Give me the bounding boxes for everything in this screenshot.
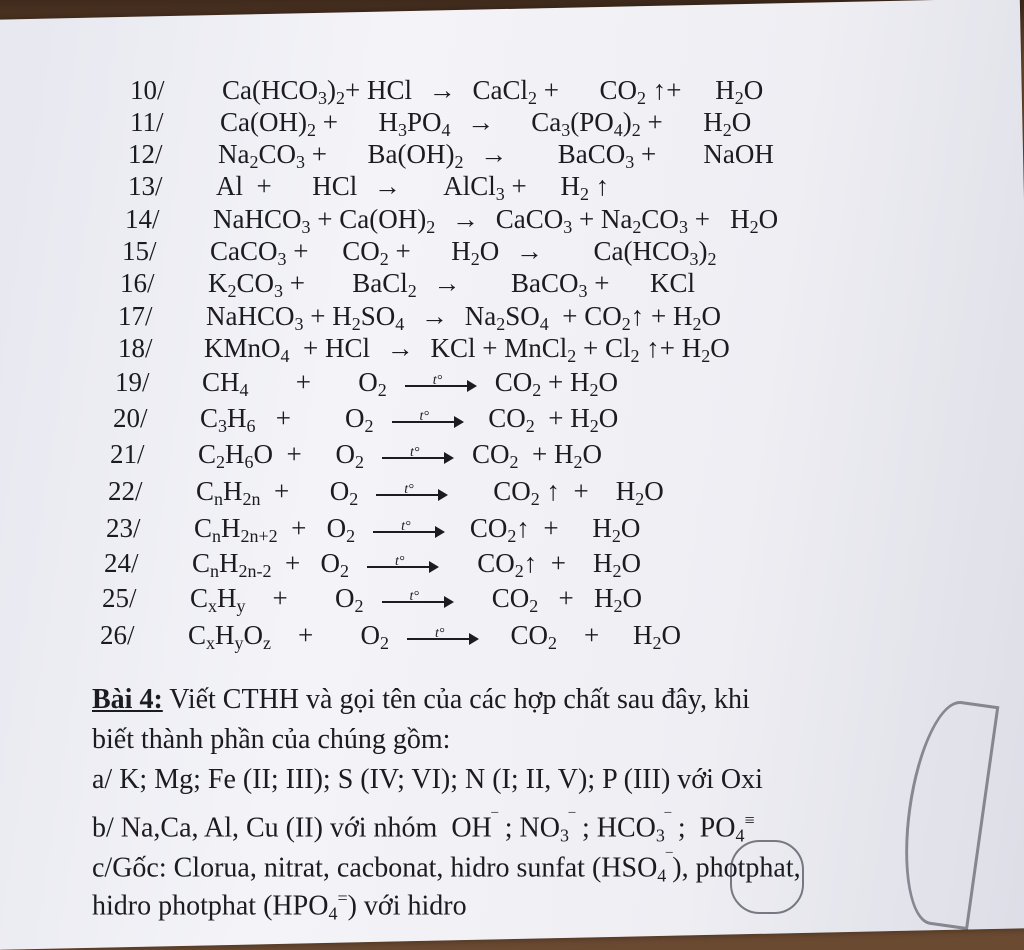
equation-text: ↑ <box>589 171 610 201</box>
equation-row <box>0 136 1024 172</box>
equation-text: CaCO <box>210 236 278 266</box>
equation-text: + H <box>640 107 723 137</box>
equation-text: H <box>227 403 247 433</box>
reaction-arrow-icon: → <box>433 268 461 298</box>
equation-number: 20/ <box>113 403 148 433</box>
equation-text: Na <box>218 139 250 169</box>
equation-subscript: 2 <box>340 561 349 581</box>
equation-text: O <box>479 236 506 266</box>
heat-arrow-icon <box>392 408 464 431</box>
equation-number: 19/ <box>115 367 150 397</box>
equation-text: ↑ + H <box>539 476 636 506</box>
equation-text: H <box>219 548 239 578</box>
equation-text: + Ca(OH) <box>310 204 427 234</box>
reaction-arrow-icon: → <box>467 107 495 137</box>
equation-text: PO <box>406 107 442 137</box>
equation-text: + H <box>557 620 653 650</box>
heat-arrow-icon <box>367 553 439 576</box>
line-c-text: ), photphat, <box>672 852 801 884</box>
equation-text: O <box>743 75 764 105</box>
equation-text: K <box>208 268 228 298</box>
equation-text: + H <box>315 107 398 137</box>
equation-text: ) <box>622 107 632 137</box>
equation-text: + CO <box>286 236 380 266</box>
equation-number: 16/ <box>120 268 155 298</box>
equation-subscript: 2 <box>470 249 480 269</box>
pen-bracket-mark <box>893 696 1000 930</box>
reaction-condition: t° <box>435 625 445 641</box>
reaction-arrow-icon: → <box>421 301 448 331</box>
equation-text: + O <box>271 620 380 650</box>
line-c-subscript: 4 <box>657 865 667 886</box>
equation-row <box>0 265 1024 301</box>
equation-text: + H <box>388 236 471 266</box>
reaction-arrow-icon: → <box>428 75 456 105</box>
bai4-title: Bài 4: <box>92 684 163 715</box>
equation-subscript: 2 <box>652 633 662 653</box>
equation-text: CO <box>236 268 275 298</box>
equation-subscript: 2 <box>351 314 361 334</box>
equation-subscript: y <box>236 596 246 616</box>
equation-text: + H <box>538 583 614 613</box>
equation-text: O <box>620 513 641 543</box>
equation-text: O <box>598 403 619 433</box>
equation-row <box>0 545 1024 581</box>
equation-text: (PO <box>570 107 614 137</box>
equation-text: C <box>190 583 209 613</box>
equation-number: 23/ <box>106 513 141 543</box>
line-d-subscript: 4 <box>328 903 338 924</box>
equation-text: + H <box>687 204 750 234</box>
heat-arrow-icon <box>382 444 454 467</box>
equation-text: H <box>217 583 237 613</box>
equation-text: C <box>194 513 213 543</box>
equation-text: O <box>644 476 664 506</box>
equation-subscript: 3 <box>218 416 228 436</box>
equation-subscript: 2 <box>548 633 558 653</box>
equation-text: ) <box>327 75 336 105</box>
equation-text: O <box>582 439 602 469</box>
equation-text: CO <box>472 439 510 469</box>
reaction-arrow-icon: → <box>480 139 508 169</box>
equation-subscript: 2 <box>532 380 542 400</box>
equation-text: + H <box>303 301 352 331</box>
equation-row <box>0 580 1024 616</box>
line-d-text: hidro photphat (HPO <box>92 890 329 922</box>
equation-text: ↑ + H <box>630 301 693 331</box>
equation-text <box>450 107 457 137</box>
equation-text: CO <box>481 403 526 433</box>
equation-subscript: 2 <box>589 380 599 400</box>
equation-text: + H <box>534 403 590 433</box>
equation-subscript: 3 <box>563 217 573 237</box>
equation-text: + NaOH <box>634 139 774 169</box>
equation-number: 11/ <box>130 107 164 137</box>
equation-subscript: 2 <box>496 314 506 334</box>
equation-text: + HCl <box>345 75 419 105</box>
equation-subscript: 2 <box>355 452 364 472</box>
equation-subscript: x <box>208 596 218 616</box>
line-b-text: b/ Na,Ca, Al, Cu (II) với nhóm OH <box>92 812 492 844</box>
equation-number: 22/ <box>108 476 143 506</box>
heat-arrow-icon <box>407 625 479 648</box>
heat-arrow-icon <box>376 481 448 504</box>
equation-subscript: 3 <box>678 217 688 237</box>
equation-text: + O <box>277 513 347 543</box>
heat-arrow-icon <box>405 372 477 395</box>
equation-text: + CO <box>548 301 622 331</box>
equation-subscript: 2 <box>631 120 641 140</box>
equation-text: O <box>701 301 721 331</box>
equation-subscript: 2 <box>346 526 356 546</box>
equation-subscript: 2 <box>621 314 631 334</box>
equation-subscript: 2 <box>454 152 464 172</box>
equation-text <box>404 301 411 331</box>
equation-text: CO <box>641 204 679 234</box>
equation-subscript: 3 <box>318 88 327 108</box>
equation-text: BaCO <box>517 139 626 169</box>
equation-text: CO <box>258 139 296 169</box>
equation-subscript: 3 <box>561 120 571 140</box>
bai4-heading-line <box>92 682 750 718</box>
equation-subscript: 2 <box>380 633 389 653</box>
line-b-superscript: ‾ <box>664 810 671 830</box>
equation-subscript: y <box>234 633 244 653</box>
equation-text: ↑ + H <box>516 513 612 543</box>
reaction-condition: t° <box>409 588 419 604</box>
equation-subscript: 2 <box>701 346 711 366</box>
equation-subscript: 4 <box>239 380 249 400</box>
equation-text: C <box>198 439 217 469</box>
equation-row <box>0 298 1024 334</box>
equation-subscript: 2 <box>525 416 535 436</box>
equation-text: CaCO <box>488 204 564 234</box>
equation-subscript: 4 <box>441 120 451 140</box>
reaction-arrow-icon: → <box>451 204 479 234</box>
line-b-subscript: 3 <box>655 825 665 846</box>
equation-number: 15/ <box>122 236 157 266</box>
equation-text: + HCl <box>289 333 377 363</box>
line-d-superscript: = <box>337 888 348 908</box>
equation-subscript: 3 <box>296 152 305 172</box>
equation-text: O <box>598 367 618 397</box>
reaction-arrow-icon: → <box>374 171 401 201</box>
equation-subscript: 2 <box>249 152 259 172</box>
equation-text: + BaCl <box>283 268 408 298</box>
equation-text: H <box>221 513 241 543</box>
equation-subscript: 2 <box>635 489 645 509</box>
equation-number: 26/ <box>100 620 135 650</box>
equation-number: 17/ <box>118 301 153 331</box>
equation-text: + O <box>255 403 365 433</box>
line-c-text: c/Gốc: Clorua, nitrat, cacbonat, hidro sunfat (HSO <box>92 852 658 884</box>
equation-subscript: 4 <box>395 314 405 334</box>
equation-subscript: 2 <box>364 416 374 436</box>
equation-text: BaCO <box>470 268 579 298</box>
equation-text: KMnO <box>204 333 281 363</box>
equation-text: CO <box>497 620 549 650</box>
equation-subscript: 2 <box>692 314 702 334</box>
reaction-condition: t° <box>419 408 429 424</box>
equation-subscript: 2 <box>336 88 345 108</box>
equation-row <box>0 233 1024 269</box>
equation-subscript: 3 <box>397 120 407 140</box>
equation-text: H <box>225 439 245 469</box>
equation-subscript: 3 <box>301 217 311 237</box>
equation-subscript: 2 <box>530 489 540 509</box>
line-c-superscript: ‾ <box>666 850 673 870</box>
equation-subscript: 2 <box>306 120 316 140</box>
equation-text: ) <box>698 236 708 266</box>
reaction-condition: t° <box>410 444 420 460</box>
equation-row <box>0 473 1024 509</box>
equation-row <box>0 168 1024 204</box>
line-b-subscript: 3 <box>560 825 569 846</box>
equation-subscript: 2 <box>573 452 583 472</box>
equation-subscript: 2 <box>749 217 759 237</box>
equation-subscript: 2 <box>509 452 519 472</box>
equation-text: SO <box>360 301 396 331</box>
equation-subscript: 2 <box>507 526 517 546</box>
equation-text: C <box>196 476 215 506</box>
line-b-superscript: ‾ <box>569 810 575 830</box>
equation-number: 24/ <box>104 548 139 578</box>
equation-subscript: 6 <box>244 452 254 472</box>
equation-text: + CO <box>537 75 637 105</box>
equation-text: AlCl <box>411 171 496 201</box>
equation-subscript: 2 <box>734 88 744 108</box>
equation-subscript: 2 <box>611 526 621 546</box>
reaction-condition: t° <box>401 518 411 534</box>
equation-text: CH <box>202 367 240 397</box>
equation-subscript: 2 <box>529 596 539 616</box>
equation-row <box>0 104 1024 140</box>
equation-row <box>0 617 1024 653</box>
equation-text: C <box>200 403 219 433</box>
equation-subscript: 2 <box>707 249 717 269</box>
equation-subscript: 2 <box>613 596 623 616</box>
equation-text: + H <box>541 367 590 397</box>
line-b-text: ; HCO <box>575 812 656 844</box>
heat-arrow-icon <box>382 588 454 611</box>
equation-subscript: 2n <box>242 489 261 509</box>
equation-row <box>0 400 1024 436</box>
equation-subscript: 3 <box>689 249 699 269</box>
bai4-intro-line1: Viết CTHH và gọi tên của các hợp chất sau đây, khi <box>162 684 750 715</box>
equation-subscript: 2 <box>580 184 590 204</box>
equation-subscript: n <box>214 489 224 509</box>
equation-text: ↑ + H <box>523 548 613 578</box>
equation-text: CaCl <box>465 75 529 105</box>
equation-number: 21/ <box>110 439 145 469</box>
equation-subscript: 3 <box>578 281 588 301</box>
equation-text: + O <box>260 476 350 506</box>
equation-subscript: 4 <box>280 346 290 366</box>
equation-subscript: 2 <box>567 346 577 366</box>
equation-text: Ca <box>504 107 562 137</box>
equation-number: 13/ <box>128 171 163 201</box>
equation-subscript: 2 <box>426 217 436 237</box>
equation-text: Ca(OH) <box>220 107 307 137</box>
equation-text: Ca(HCO <box>552 236 690 266</box>
equation-text: + O <box>271 548 340 578</box>
equation-text: CO <box>463 513 508 543</box>
equation-text: C <box>188 620 207 650</box>
equation-subscript: 2 <box>379 249 389 269</box>
equation-subscript: 2n-2 <box>238 561 272 581</box>
equation-subscript: 3 <box>274 281 284 301</box>
equation-text: O <box>621 548 641 578</box>
equation-row <box>0 436 1024 472</box>
equation-text: SO <box>505 301 540 331</box>
heat-arrow-icon <box>373 518 445 541</box>
equation-subscript: z <box>263 633 272 653</box>
equation-text: O <box>622 583 642 613</box>
equation-subscript: 3 <box>495 184 505 204</box>
equation-text: + Na <box>572 204 633 234</box>
reaction-arrow-icon: → <box>515 236 543 266</box>
equation-subscript: 2 <box>589 416 599 436</box>
equation-text: NaHCO <box>206 301 295 331</box>
equation-subscript: 2 <box>349 489 359 509</box>
reaction-condition: t° <box>395 553 405 569</box>
line-b-text: ; NO <box>497 812 560 844</box>
equation-subscript: 2 <box>528 88 538 108</box>
equation-text: CO <box>466 476 531 506</box>
line-d-text: ) với hidro <box>347 890 467 922</box>
equation-subscript: 2n+2 <box>240 526 278 546</box>
reaction-arrow-icon: → <box>386 333 414 363</box>
equation-subscript: 3 <box>625 152 635 172</box>
equation-subscript: 2 <box>407 281 417 301</box>
equation-subscript: 2 <box>722 120 732 140</box>
line-b-subscript: 4 <box>735 825 745 846</box>
equation-text: O <box>661 620 681 650</box>
equation-subscript: 2 <box>514 561 524 581</box>
equation-subscript: 2 <box>354 596 364 616</box>
equation-text: Al + HCl <box>216 171 364 201</box>
bai4-intro-line2: biết thành phần của chúng gồm: <box>92 724 451 755</box>
equation-number: 18/ <box>118 333 153 363</box>
equation-number: 14/ <box>125 204 160 234</box>
line-b-superscript: ‾ <box>491 810 498 830</box>
equation-text: CO <box>471 583 530 613</box>
bai4-line-a: a/ K; Mg; Fe (II; III); S (IV; VI); N (I; II, V); P (III) với Oxi <box>92 764 763 795</box>
equation-text <box>417 268 424 298</box>
equation-body <box>188 617 681 661</box>
equation-text: KCl + MnCl <box>423 333 568 363</box>
equation-text: H <box>215 620 235 650</box>
equation-subscript: 4 <box>613 120 623 140</box>
equation-subscript: 6 <box>246 416 256 436</box>
equation-text: CO <box>457 548 515 578</box>
equation-text: + O <box>248 367 378 397</box>
equation-text: + Ba(OH) <box>305 139 455 169</box>
equation-subscript: 3 <box>294 314 304 334</box>
line-b-text: ; PO <box>670 812 736 844</box>
equation-text <box>463 139 470 169</box>
equation-text: ↑+ H <box>646 75 735 105</box>
bai4-line-d <box>92 880 467 931</box>
reaction-condition: t° <box>404 481 414 497</box>
equation-subscript: 2 <box>632 217 642 237</box>
equation-subscript: 2 <box>630 346 640 366</box>
reaction-condition: t° <box>432 372 443 388</box>
equation-text: Ca(HCO <box>222 75 318 105</box>
equation-subscript: 2 <box>637 88 646 108</box>
equation-subscript: x <box>206 633 216 653</box>
equation-text: + H <box>518 439 574 469</box>
equation-text: + Cl <box>576 333 631 363</box>
equation-subscript: n <box>212 526 222 546</box>
equation-row <box>0 72 1024 108</box>
equation-row <box>0 364 1024 400</box>
equation-text: Na <box>458 301 497 331</box>
equation-text: ↑+ H <box>639 333 702 363</box>
equation-subscript: 2 <box>216 452 226 472</box>
equation-subscript: 2 <box>227 281 237 301</box>
equation-row <box>0 510 1024 546</box>
equation-number: 10/ <box>130 75 165 105</box>
equation-text: + O <box>245 583 355 613</box>
equation-text: O <box>710 333 730 363</box>
equation-subscript: 2 <box>377 380 387 400</box>
equation-text: O <box>758 204 779 234</box>
equation-text: NaHCO <box>213 204 302 234</box>
equation-subscript: n <box>210 561 220 581</box>
line-b-superscript: ≡ <box>744 810 755 830</box>
equation-number: 25/ <box>102 583 137 613</box>
equation-row <box>0 201 1024 237</box>
equation-text: O <box>731 107 752 137</box>
pen-circle-mark <box>730 840 804 914</box>
equation-row <box>0 330 1024 366</box>
equation-text: H <box>223 476 243 506</box>
equation-text: + KCl <box>587 268 695 298</box>
equation-subscript: 2 <box>612 561 622 581</box>
equation-subscript: 3 <box>277 249 287 269</box>
equation-text: CO <box>494 367 533 397</box>
equation-text: O <box>243 620 264 650</box>
equation-text: + H <box>504 171 581 201</box>
equation-text: O + O <box>253 439 355 469</box>
equation-text: C <box>192 548 211 578</box>
equation-number: 12/ <box>128 139 163 169</box>
equation-text <box>435 204 442 234</box>
equation-subscript: 4 <box>539 314 549 334</box>
